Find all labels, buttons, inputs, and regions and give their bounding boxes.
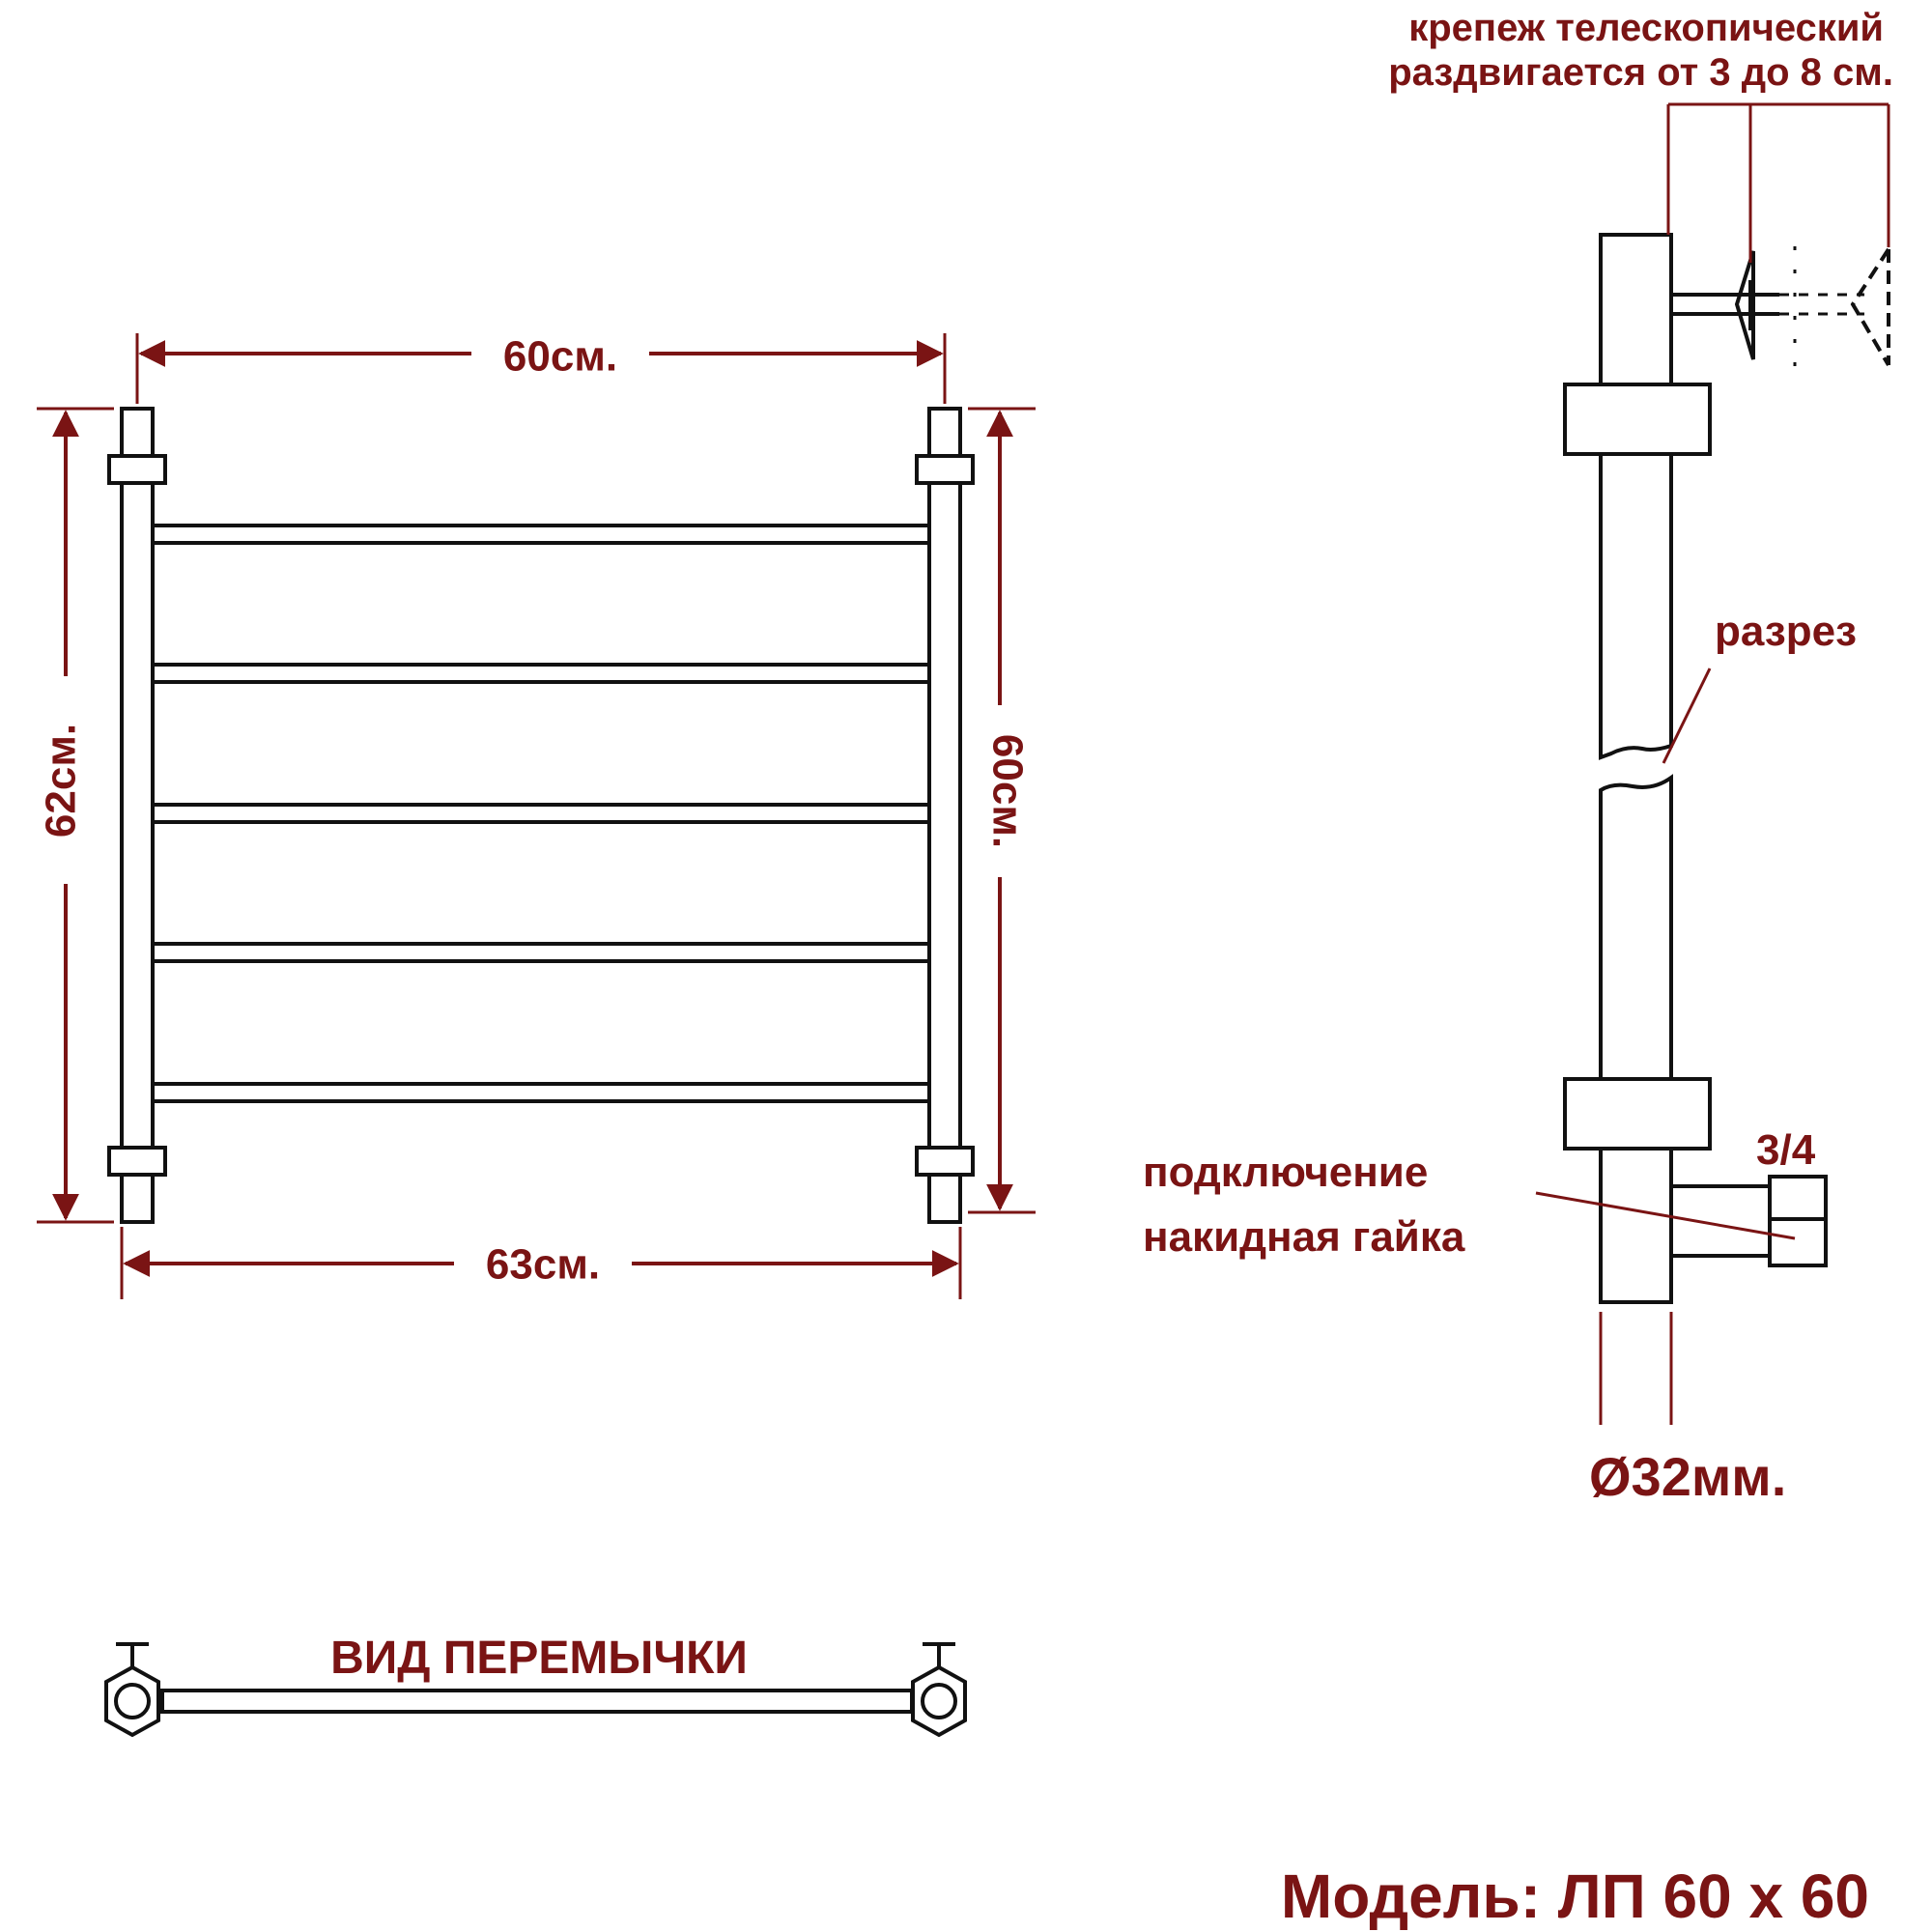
rung-1: [153, 526, 929, 543]
left-top-bracket: [109, 456, 165, 483]
left-height-label: 62см.: [37, 723, 85, 838]
top-width-label: 60см.: [502, 332, 618, 381]
side-pipe-lower: [1601, 778, 1671, 1302]
jumper-right-end: [913, 1644, 965, 1735]
mount-label-line1: крепеж телескопический: [1408, 7, 1884, 49]
lower-collar: [1565, 1079, 1710, 1149]
front-view: [109, 409, 973, 1222]
right-height-dimension: [968, 409, 1036, 1212]
right-bottom-bracket: [917, 1148, 973, 1175]
mount-range-bracket: [1668, 104, 1889, 263]
bottom-width-label: 63см.: [485, 1240, 601, 1289]
right-height-label: 60см.: [983, 733, 1032, 849]
left-post: [122, 409, 153, 1222]
diameter-dimension: [1601, 1312, 1671, 1425]
rung-2: [153, 665, 929, 682]
diameter-label: Ø32мм.: [1589, 1446, 1787, 1507]
bottom-width-dimension: [122, 1227, 960, 1299]
right-top-bracket: [917, 456, 973, 483]
side-view: [1536, 104, 1889, 1425]
jumper-left-end: [106, 1644, 158, 1735]
mount-label-line2: раздвигается от 3 до 8 см.: [1388, 51, 1893, 94]
jumper-bar: [162, 1690, 912, 1712]
left-bottom-bracket: [109, 1148, 165, 1175]
cut-label: разрез: [1715, 608, 1857, 655]
jumper-view-title: ВИД ПЕРЕМЫЧКИ: [330, 1633, 748, 1684]
model-label: Модель: ЛП 60 х 60: [1280, 1861, 1869, 1931]
right-post: [929, 409, 960, 1222]
telescopic-mount: [1671, 246, 1889, 372]
upper-collar: [1565, 384, 1710, 454]
left-height-dimension: [37, 409, 114, 1222]
connection-label-line1: подключение: [1143, 1149, 1429, 1196]
rung-4: [153, 944, 929, 961]
connection-label-line2: накидная гайка: [1143, 1213, 1465, 1261]
top-width-dimension: [137, 333, 945, 404]
thread-label: 3/4: [1756, 1126, 1816, 1174]
rung-5: [153, 1084, 929, 1101]
rung-3: [153, 805, 929, 822]
side-pipe-upper: [1601, 235, 1671, 757]
